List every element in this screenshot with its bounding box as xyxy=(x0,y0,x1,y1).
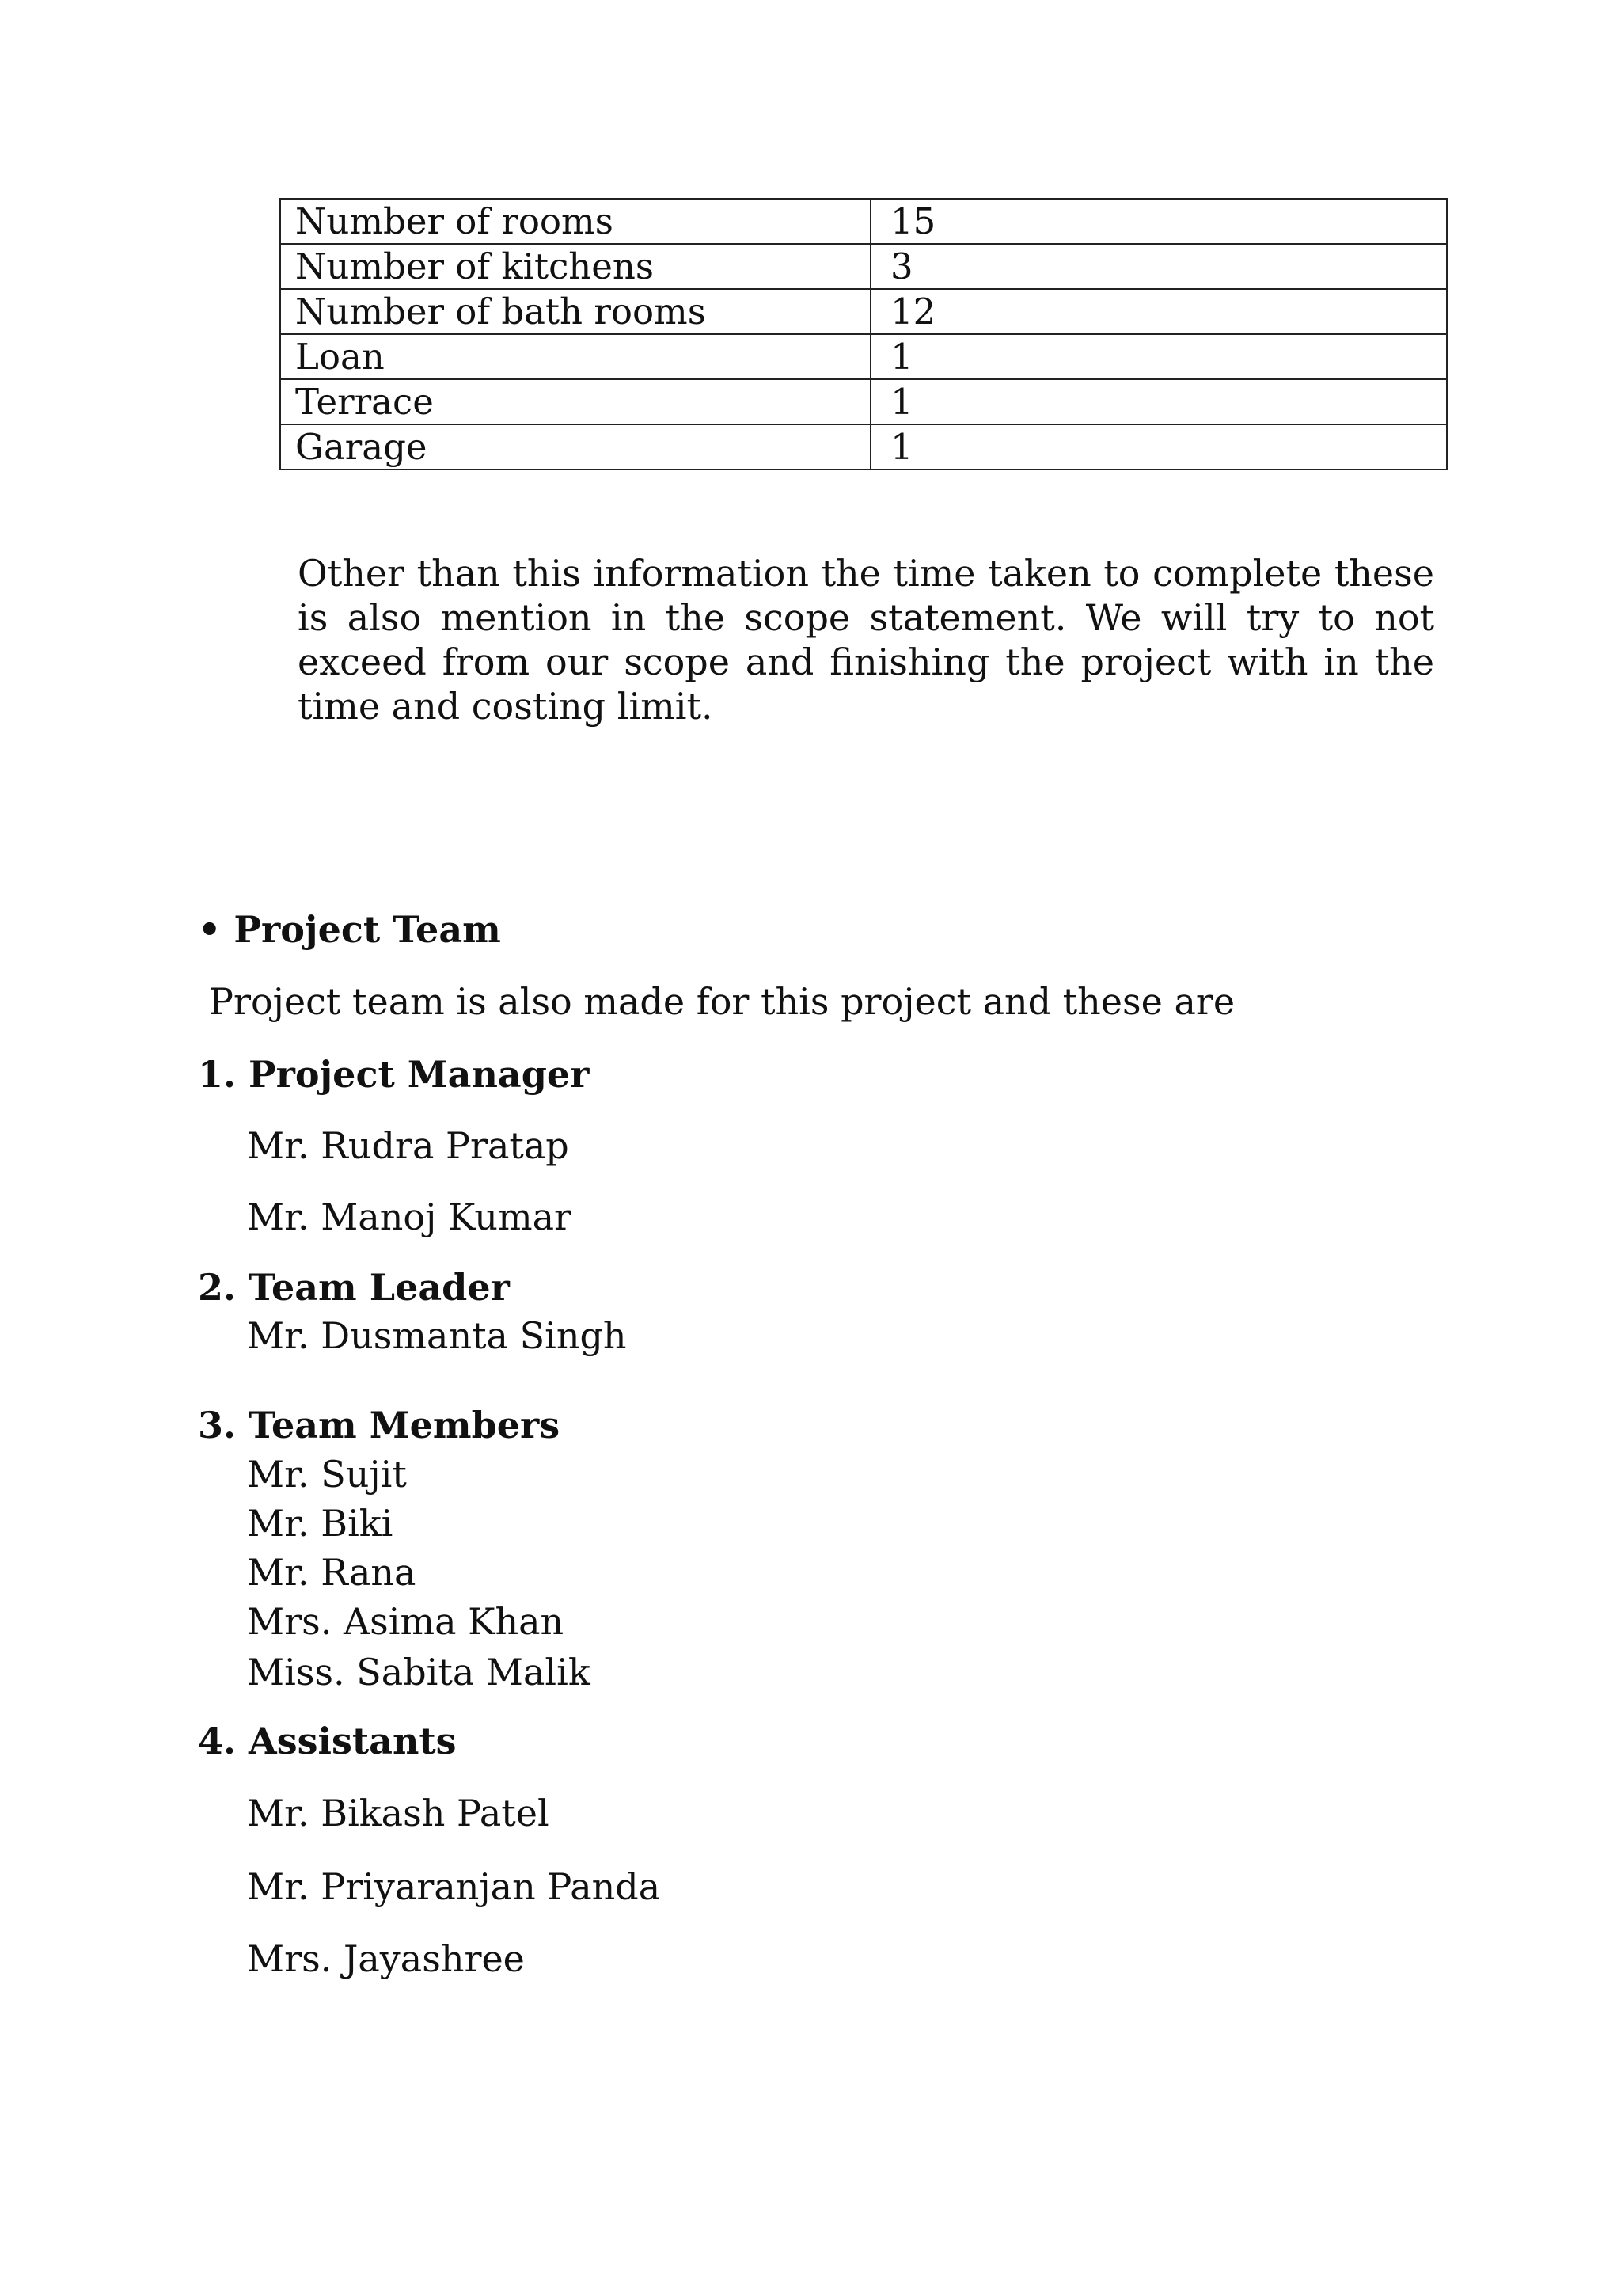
scope-paragraph: Other than this information the time taken to complete these is also mention in the scope statement. We will try to not exceed from our scope and finishing the project with in the time and costing limit. xyxy=(298,552,1434,728)
member-name: Mr. Dusmanta Singh xyxy=(247,1314,627,1357)
member-name: Mr. Manoj Kumar xyxy=(247,1196,572,1238)
spec-label: Loan xyxy=(280,334,871,379)
member-name: Mr. Rana xyxy=(247,1551,416,1594)
table-row xyxy=(280,244,1447,289)
section-heading: • Project Team xyxy=(198,908,501,951)
group-heading-team-leader: 2. Team Leader xyxy=(198,1266,510,1309)
table-row xyxy=(280,334,1447,379)
spec-label: Garage xyxy=(280,424,871,469)
spec-value: 3 xyxy=(871,244,1447,289)
group-heading-team-members: 3. Team Members xyxy=(198,1404,560,1446)
specs-table xyxy=(279,198,1448,470)
member-name: Mr. Rudra Pratap xyxy=(247,1124,569,1167)
member-name: Mr. Sujit xyxy=(247,1453,407,1496)
spec-label: Terrace xyxy=(280,379,871,424)
group-heading-project-manager: 1. Project Manager xyxy=(198,1053,590,1096)
table-row xyxy=(280,379,1447,424)
spec-value: 1 xyxy=(871,424,1447,469)
spec-label: Number of kitchens xyxy=(280,244,871,289)
table-row xyxy=(280,199,1447,244)
spec-value: 1 xyxy=(871,379,1447,424)
member-name: Mrs. Asima Khan xyxy=(247,1600,564,1643)
spec-label: Number of rooms xyxy=(280,199,871,244)
spec-label: Number of bath rooms xyxy=(280,289,871,334)
member-name: Mrs. Jayashree xyxy=(247,1937,525,1980)
member-name: Miss. Sabita Malik xyxy=(247,1651,590,1693)
spec-value: 15 xyxy=(871,199,1447,244)
table-row xyxy=(280,289,1447,334)
member-name: Mr. Bikash Patel xyxy=(247,1792,549,1834)
member-name: Mr. Biki xyxy=(247,1502,393,1545)
group-heading-assistants: 4. Assistants xyxy=(198,1720,457,1762)
member-name: Mr. Priyaranjan Panda xyxy=(247,1865,661,1908)
spec-value: 12 xyxy=(871,289,1447,334)
table-row xyxy=(280,424,1447,469)
section-intro: Project team is also made for this project and these are xyxy=(209,980,1236,1023)
spec-value: 1 xyxy=(871,334,1447,379)
